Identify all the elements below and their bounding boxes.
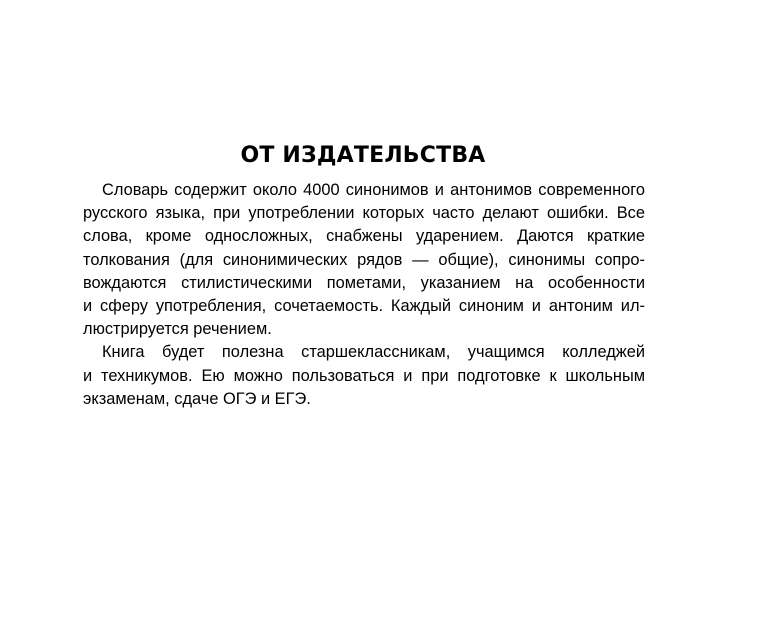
paragraph bbox=[83, 179, 645, 341]
text-line: Словарь содержит около 4000 синонимов и антонимов современного bbox=[102, 181, 645, 199]
text-line: люстрируется речением. bbox=[83, 320, 272, 339]
text-line: слова, кроме односложных, снабжены ударением. Даются краткие bbox=[83, 227, 645, 246]
text-line: и сферу употребления, сочетаемость. Каждый синоним и антоним ил- bbox=[83, 296, 645, 315]
text-line: и техникумов. Ею можно пользоваться и при подготовке к школьным bbox=[83, 366, 645, 385]
page-title: ОТ ИЗДАТЕЛЬСТВА bbox=[240, 143, 486, 168]
text-line: русского языка, при употреблении которых часто делают ошибки. Все bbox=[83, 204, 645, 223]
text-line: Книга будет полезна старшеклассникам, учащимся колледжей bbox=[102, 343, 645, 362]
text-line: экзаменам, сдаче ОГЭ и ЕГЭ. bbox=[83, 389, 311, 408]
paragraph bbox=[83, 341, 645, 411]
text-line: толкования (для синонимических рядов — общие), синонимы сопро- bbox=[83, 250, 645, 269]
text-line: вождаются стилистическими пометами, указанием на особенности bbox=[83, 273, 645, 292]
body-text bbox=[83, 179, 645, 411]
